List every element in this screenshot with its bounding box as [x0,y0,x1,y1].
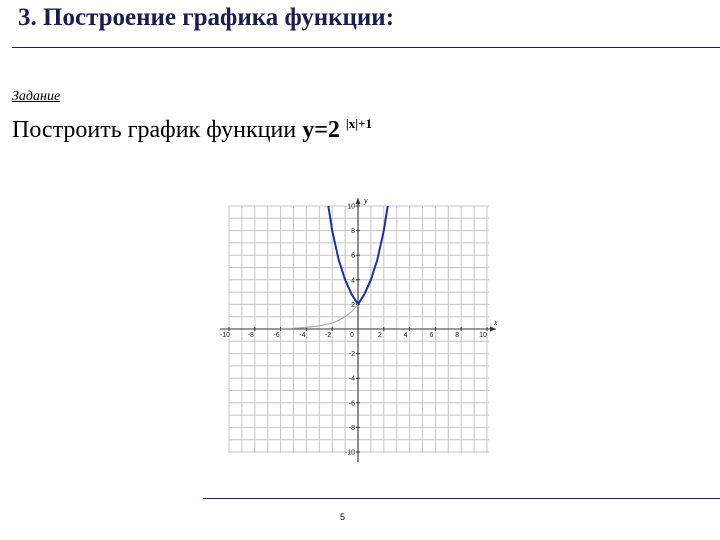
y-axis-label: y [364,196,368,205]
task-text: Построить график функции [12,117,303,143]
function-exponent: |x|+1 [345,116,373,131]
x-tick-label: 4 [403,332,408,339]
y-tick-label: 4 [351,277,355,285]
task-statement [12,117,372,144]
x-tick-label: -2 [325,332,332,339]
x-tick-label: 10 [479,332,487,339]
y-tick-label: 10 [347,203,355,211]
x-axis-arrow-icon [490,327,496,332]
function-graph [210,192,505,464]
y-tick-label: 8 [351,228,355,236]
x-tick-label: 6 [429,332,434,339]
x-tick-label: -10 [219,332,231,339]
y-tick-label: 6 [351,252,355,260]
y-axis-arrow-icon [356,198,361,204]
footer-divider [203,498,720,499]
y-tick-label: -2 [348,351,355,359]
x-axis-label: x [494,318,498,327]
y-tick-label: -8 [348,424,355,432]
x-tick-label: 2 [377,332,382,339]
axes [220,198,496,462]
curves [281,192,397,329]
y-tick-label: -6 [348,400,355,408]
x-tick-label: -4 [299,332,306,339]
page-number: 5 [340,512,346,522]
x-tick-label: -6 [273,332,280,339]
y-tick-label: -4 [348,375,355,383]
tick-labels [220,196,498,457]
x-tick-label: -8 [247,332,254,339]
function-base: y=2 [302,117,340,143]
task-label: Задание [12,89,61,104]
title-divider [12,47,720,48]
x-tick-label: 0 [350,332,354,339]
slide-title: 3. Построение графика функции: [18,4,395,31]
y-tick-label: -10 [344,449,355,457]
x-tick-label: 8 [455,332,460,339]
y-tick-label: 2 [351,301,355,309]
